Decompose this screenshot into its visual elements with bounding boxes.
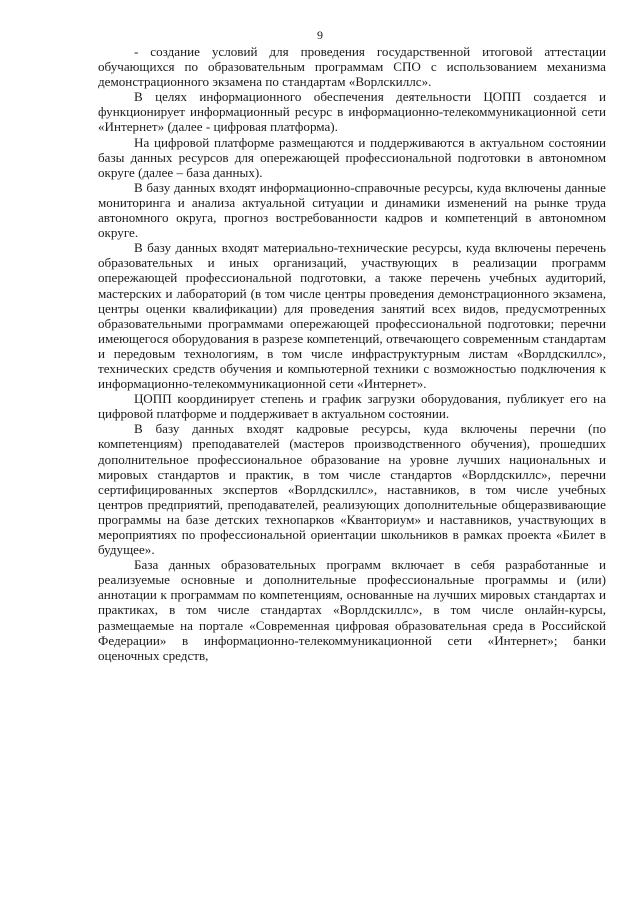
paragraph-database: На цифровой платформе размещаются и поддерживаются в актуальном состоянии базы данных ресурсов для опережающей профессиональной подготовки в автономном округе (далее – база данных). (98, 134, 606, 180)
paragraph-reference-resources: В базу данных входят информационно-справочные ресурсы, куда включены данные мониторинга и анализа актуальной ситуации и динамики изменений на рынке труда автономного округа, прогноз востребованности кадров и компетенций в автономном округе. (98, 179, 606, 241)
page-number: 9 (317, 28, 323, 42)
paragraph-equipment-schedule: ЦОПП координирует степень и график загрузки оборудования, публикует его на цифровой платформе и поддерживает в актуальном состоянии. (98, 391, 606, 422)
paragraph-certification: - создание условий для проведения государственной итоговой аттестации обучающихся по образовательным программам СПО с использованием механизма демонстрационного экзамена по стандартам «Ворлскиллс». (98, 44, 606, 90)
paragraph-digital-platform: В целях информационного обеспечения деятельности ЦОПП создается и функционирует информационный ресурс в информационно-телекоммуникационной сети «Интернет» (далее - цифровая платформа). (98, 89, 606, 135)
paragraph-educational-programs: База данных образовательных программ включает в себя разработанные и реализуемые основные и дополнительные профессиональные программы и (или) аннотации к программам по компетенциям, основанные на лучших мировых стандартах и практиках, в том числе стандартах «Ворлдскиллс», в том числе онлайн-курсы, размещаемые на портале «Современная цифровая образовательная среда в Российской Федерации» в информационно-телекоммуникационной сети «Интернет»; банки оценочных средств, (98, 557, 606, 663)
document-body (98, 44, 606, 663)
paragraph-personnel-resources: В базу данных входят кадровые ресурсы, куда включены перечни (по компетенциям) преподавателей (мастеров производственного обучения), прошедших дополнительное профессиональное образование на уровне лучших национальных и мировых стандартов и практик, в том числе стандартов «Ворлдскиллс», перечни сертифицированных экспертов «Ворлдскиллс», наставников, в том числе учебных центров предприятий, преподавателей, реализующих дополнительные общеразвивающие программы на базе детских технопарков «Кванториум» и наставников, участвующих в мероприятиях по профессиональной ориентации школьников в рамках проекта «Билет в будущее». (98, 421, 606, 558)
paragraph-material-resources: В базу данных входят материально-технические ресурсы, куда включены перечень образовательных и иных организаций, участвующих в реализации программ опережающей профессиональной подготовки, а также перечень учебных аудиторий, мастерских и лабораторий (в том числе центры проведения демонстрационного экзамена, центры оценки квалификации) для проведения занятий всех видов, предусмотренных образовательными программами опережающей профессиональной подготовки; перечни имеющегося оборудования в разрезе компетенций, отвечающего современным стандартам и передовым технологиям, в том числе инфраструктурным листам «Ворлдскиллс», технических средств обучения и компьютерной техники с возможностью подключения к информационно-телекоммуникационной сети «Интернет». (98, 240, 606, 392)
